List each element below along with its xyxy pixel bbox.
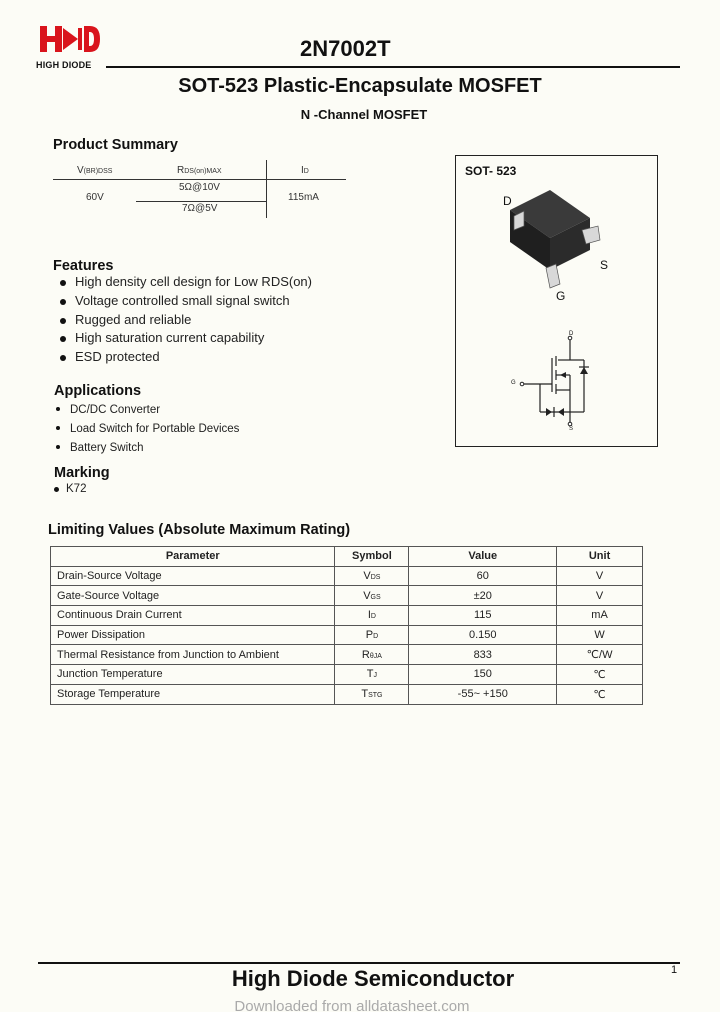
footer-company: High Diode Semiconductor (231, 966, 515, 991)
table-row: Thermal Resistance from Junction to Ambient RθJA 833 ℃/W (51, 645, 643, 665)
bullet-icon (56, 426, 60, 430)
bullet-icon (56, 407, 60, 411)
footer-rule (38, 962, 680, 964)
header-rule (106, 66, 680, 68)
vbr-value: 60V (86, 192, 104, 203)
list-item: K72 (52, 483, 86, 502)
limiting-values-table (50, 546, 643, 705)
pin-label-g: G (556, 289, 566, 303)
id-value: 115mA (288, 192, 319, 203)
table-row: Junction Temperature TJ 150 ℃ (51, 665, 643, 685)
summary-hline (136, 201, 266, 202)
list-item: ESD protected (54, 349, 312, 368)
table-row: Continuous Drain Current ID 115 mA (51, 606, 643, 626)
pin-label-d: D (503, 194, 512, 208)
bullet-icon (60, 318, 66, 324)
limiting-values-heading: Limiting Values (Absolute Maximum Rating) (48, 522, 351, 538)
page-number: 1 (671, 964, 678, 976)
applications-heading: Applications (54, 383, 142, 399)
mosfet-schematic-icon (510, 330, 610, 435)
col-header: Value (409, 547, 557, 567)
list-item: Rugged and reliable (54, 312, 312, 331)
list-item: Load Switch for Portable Devices (54, 423, 239, 442)
col-id-header: ID (301, 165, 309, 176)
features-list (54, 274, 312, 368)
table-row: Storage Temperature TSTG -55~ +150 ℃ (51, 684, 643, 704)
col-header: Unit (557, 547, 643, 567)
part-number: 2N7002T (300, 36, 391, 61)
schem-label-d: D (569, 331, 574, 337)
schem-label-g: G (511, 380, 516, 386)
logo-text: HIGH DIODE (36, 60, 92, 70)
marking-heading: Marking (54, 465, 110, 481)
watermark-link[interactable]: Downloaded from alldatasheet.com (234, 998, 470, 1012)
bullet-icon (60, 299, 66, 305)
list-item: DC/DC Converter (54, 404, 239, 423)
rds-value-1: 5Ω@10V (179, 182, 220, 193)
rds-value-2: 7Ω@5V (182, 203, 218, 214)
page-subtitle: N -Channel MOSFET (300, 107, 428, 122)
bullet-icon (60, 280, 66, 286)
col-rds-header: RDS(on)MAX (177, 165, 222, 176)
summary-vline (266, 160, 267, 218)
pin-label-s: S (600, 258, 609, 272)
col-header: Parameter (51, 547, 335, 567)
bullet-icon (56, 445, 60, 449)
col-vbr-header: V(BR)DSS (77, 165, 113, 176)
product-summary-heading: Product Summary (53, 137, 178, 153)
schem-label-s: S (569, 426, 574, 432)
col-header: Symbol (335, 547, 409, 567)
list-item: High density cell design for Low RDS(on) (54, 274, 312, 293)
applications-list (54, 404, 239, 460)
table-row: Drain-Source Voltage VDS 60 V (51, 566, 643, 586)
table-row: Gate-Source Voltage VGS ±20 V (51, 586, 643, 606)
list-item: Battery Switch (54, 442, 239, 461)
table-header-row (51, 547, 643, 567)
bullet-icon (54, 487, 59, 492)
list-item: High saturation current capability (54, 330, 312, 349)
table-row: Power Dissipation PD 0.150 W (51, 625, 643, 645)
page-title: SOT-523 Plastic-Encapsulate MOSFET (178, 75, 542, 97)
list-item: Voltage controlled small signal switch (54, 293, 312, 312)
bullet-icon (60, 336, 66, 342)
package-title: SOT- 523 (465, 164, 517, 178)
summary-divider (53, 179, 346, 180)
marking-list (52, 483, 86, 502)
features-heading: Features (53, 258, 114, 274)
bullet-icon (60, 355, 66, 361)
